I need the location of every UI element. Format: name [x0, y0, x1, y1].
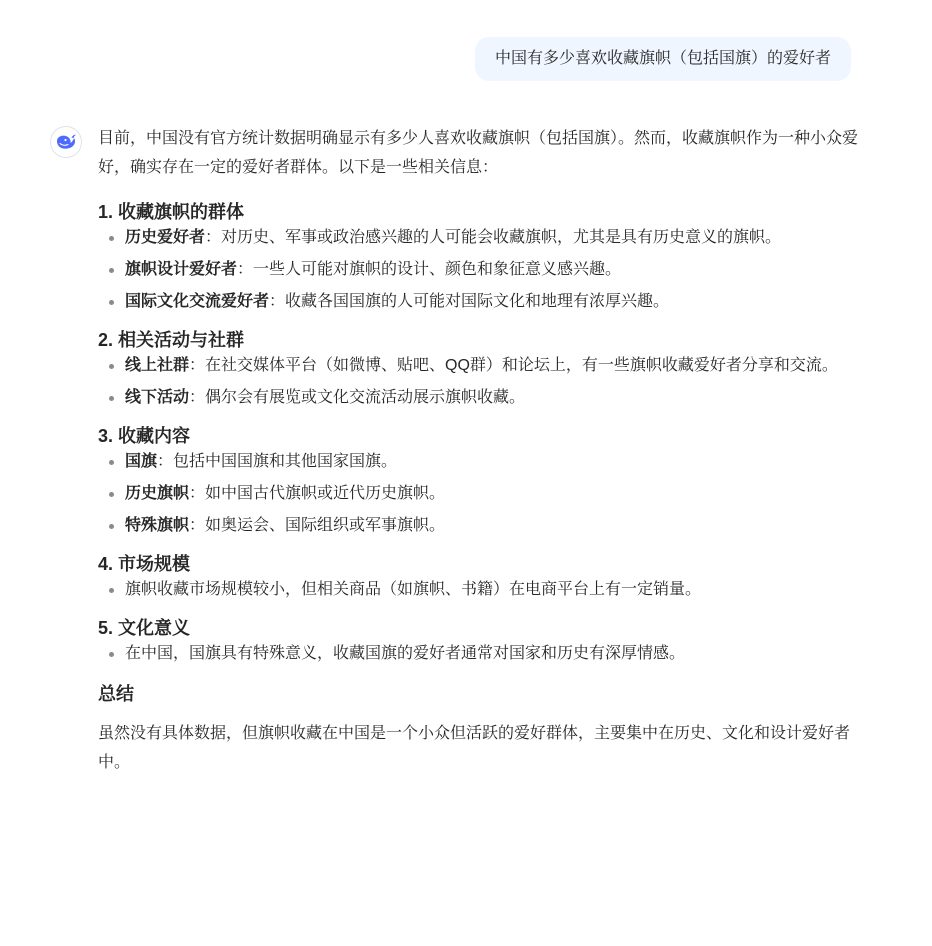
- list-item: [98, 225, 858, 251]
- section-heading-5: 5. 文化意义: [98, 618, 191, 638]
- list-item-text: 旗帜收藏市场规模较小，但相关商品（如旗帜、书籍）在电商平台上有一定销量。: [125, 581, 702, 598]
- list-item-text: ：对历史、军事或政治感兴趣的人可能会收藏旗帜，尤其是具有历史意义的旗帜。: [205, 229, 782, 246]
- list-item: [98, 385, 858, 411]
- list-item-term: 国旗: [125, 453, 158, 470]
- list-item-text: ：一些人可能对旗帜的设计、颜色和象征意义感兴趣。: [237, 261, 622, 278]
- intro-paragraph: 目前，中国没有官方统计数据明确显示有多少人喜欢收藏旗帜（包括国旗）。然而，收藏旗帜作为一种小众爱好，确实存在一定的爱好者群体。以下是一些相关信息：: [98, 130, 859, 176]
- list-item-term: 历史爱好者: [125, 229, 206, 246]
- list-item: [98, 513, 858, 539]
- list-item-text: ：如奥运会、国际组织或军事旗帜。: [189, 517, 446, 534]
- list-item-term: 国际文化交流爱好者: [125, 293, 270, 310]
- bullet-dot: [109, 492, 114, 497]
- bullet-dot: [109, 588, 114, 593]
- list-item-text: ：包括中国国旗和其他国家国旗。: [157, 453, 398, 470]
- section-heading-4: 4. 市场规模: [98, 554, 191, 574]
- list-item: [98, 641, 858, 667]
- list-item-text: ：在社交媒体平台（如微博、贴吧、QQ群）和论坛上，有一些旗帜收藏爱好者分享和交流。: [189, 357, 838, 374]
- bullet-dot: [109, 396, 114, 401]
- list-item: [98, 449, 858, 475]
- assistant-content: [98, 124, 858, 777]
- section-heading-1: 1. 收藏旗帜的群体: [98, 202, 245, 222]
- list-item-term: 旗帜设计爱好者: [125, 261, 238, 278]
- bullet-dot: [109, 460, 114, 465]
- bullet-dot: [109, 300, 114, 305]
- list-item: [98, 481, 858, 507]
- section-list-3: [98, 449, 858, 539]
- summary-heading: 总结: [98, 684, 134, 704]
- list-item-term: 历史旗帜: [125, 485, 190, 502]
- summary-paragraph: 虽然没有具体数据，但旗帜收藏在中国是一个小众但活跃的爱好群体，主要集中在历史、文化和设计爱好者中。: [98, 725, 851, 771]
- list-item-text: ：偶尔会有展览或文化交流活动展示旗帜收藏。: [189, 389, 526, 406]
- list-item-text: ：如中国古代旗帜或近代历史旗帜。: [189, 485, 446, 502]
- list-item-term: 线下活动: [125, 389, 190, 406]
- bullet-dot: [109, 524, 114, 529]
- section-heading-2: 2. 相关活动与社群: [98, 330, 245, 350]
- list-item-text: 在中国，国旗具有特殊意义，收藏国旗的爱好者通常对国家和历史有深厚情感。: [125, 645, 686, 662]
- section-heading-3: 3. 收藏内容: [98, 426, 191, 446]
- list-item-text: ：收藏各国国旗的人可能对国际文化和地理有浓厚兴趣。: [269, 293, 670, 310]
- bullet-dot: [109, 236, 114, 241]
- section-list-1: [98, 225, 858, 315]
- avatar: [50, 126, 82, 158]
- list-item: [98, 577, 858, 603]
- section-list-2: [98, 353, 858, 411]
- section-list-5: [98, 641, 858, 667]
- list-item-term: 特殊旗帜: [125, 517, 190, 534]
- bullet-dot: [109, 652, 114, 657]
- user-message-row: [475, 37, 851, 81]
- bullet-dot: [109, 268, 114, 273]
- list-item: [98, 257, 858, 283]
- bullet-dot: [109, 364, 114, 369]
- list-item: [98, 289, 858, 315]
- list-item: [98, 353, 858, 379]
- whale-logo-icon: [55, 133, 77, 151]
- list-item-term: 线上社群: [125, 357, 190, 374]
- user-message-bubble: 中国有多少喜欢收藏旗帜（包括国旗）的爱好者: [475, 37, 851, 81]
- section-list-4: [98, 577, 858, 603]
